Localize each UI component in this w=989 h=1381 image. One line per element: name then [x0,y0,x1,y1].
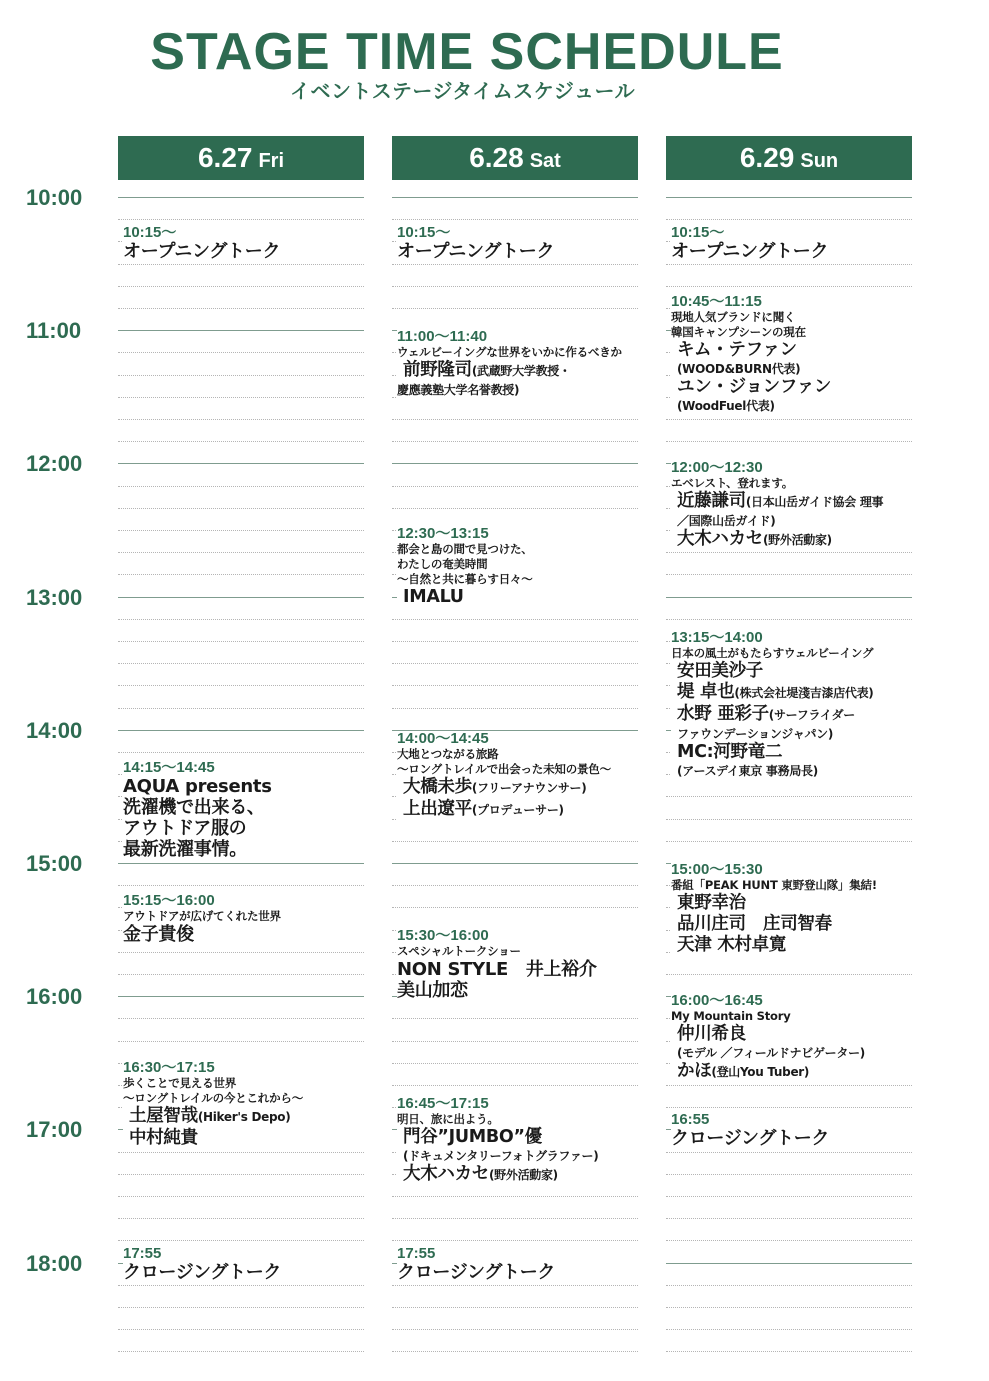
row-divider [666,419,912,420]
hour-line [666,197,912,198]
speaker-name: 大橋未歩 [403,777,472,797]
row-divider [118,1196,364,1197]
speaker-affiliation: (日本山岳ガイド協会 理事 [745,495,884,509]
speaker-note: (WOOD&BURN代表) [677,362,801,376]
row-divider [392,685,638,686]
event-time: 12:00〜12:30 [671,459,763,476]
speaker-name: 堤 卓也 [677,682,735,702]
speaker-affiliation: (サーフライダー [768,708,855,722]
row-divider [392,508,638,509]
row-divider [118,552,364,553]
event-time: 16:00〜16:45 [671,992,763,1009]
row-divider [118,1218,364,1219]
row-divider [118,352,364,353]
speaker-name-row [671,704,921,726]
row-divider [118,508,364,509]
hour-label: 16:00 [26,984,83,1010]
row-divider [666,619,912,620]
speaker-affiliation: (Hiker's Depo) [197,1110,291,1124]
row-divider [118,663,364,664]
row-divider [392,885,638,886]
row-divider [392,1240,638,1241]
event-subtitle: 歩くことで見える世界 [123,1076,236,1090]
row-divider [392,1041,638,1042]
day-header-fri [118,136,364,180]
row-divider [118,419,364,420]
speaker-affiliation: (野外活動家) [489,1168,558,1182]
speaker-name-row [671,529,921,551]
hour-line [118,197,364,198]
speaker-name: 天津 木村卓寛 [677,935,786,955]
event-title: 洗濯機で出来る、 [123,797,265,818]
row-divider [118,1174,364,1175]
speaker-name-row [397,1164,647,1186]
event-time: 16:45〜17:15 [397,1095,489,1112]
row-divider [118,1152,364,1153]
hour-line [392,197,638,198]
row-divider [118,1018,364,1019]
speaker-name: キム・テファン [677,340,797,360]
event-subtitle: 明日、旅に出よう。 [397,1112,499,1126]
speaker-affiliation: (フリーアナウンサー) [471,781,587,795]
row-divider [392,1196,638,1197]
row-divider [392,1307,638,1308]
speaker-name-row [397,587,647,608]
row-divider [666,974,912,975]
event-time: 15:00〜15:30 [671,861,763,878]
speaker-name: 土屋智哉 [129,1106,198,1126]
event-time: 13:15〜14:00 [671,629,763,646]
row-divider [392,1329,638,1330]
event-subtitle: My Mountain Story [671,1009,791,1023]
row-divider [392,219,638,220]
event-subtitle: 日本の風土がもたらすウェルビーイング [671,646,874,660]
event-subtitle: エベレスト、登れます。 [671,476,793,490]
speaker-name: 東野幸治 [677,893,746,913]
speaker-note: ファウンデーションジャパン) [677,727,834,741]
speaker-name-row [671,1061,921,1083]
event-subtitle: アウトドアが広げてくれた世界 [123,909,281,923]
schedule-event [123,225,373,262]
speaker-name: 品川庄司 庄司智春 [677,914,832,934]
row-divider [392,641,638,642]
event-title: オープニングトーク [123,241,281,262]
event-title: アウトドア服の [123,818,247,839]
day-weekday: Sat [529,150,561,172]
day-date: 6.29 [739,142,795,173]
event-title: 最新洗濯事情。 [123,839,247,860]
schedule-event [671,630,921,779]
day-weekday: Sun [800,150,839,172]
row-divider [118,264,364,265]
schedule-event [123,1060,373,1149]
event-title: オープニングトーク [397,241,555,262]
event-subtitle: 〜ロングトレイルで出会った未知の景色〜 [397,762,611,776]
schedule-event [671,862,921,956]
row-divider [392,1351,638,1352]
event-subtitle: わたしの奄美時間 [397,557,488,571]
row-divider [392,264,638,265]
row-divider [118,752,364,753]
row-divider [392,1085,638,1086]
event-subtitle: 現地人気ブランドに聞く [671,310,796,324]
event-time: 10:15〜 [671,224,725,241]
event-time: 10:15〜 [397,224,451,241]
row-divider [118,885,364,886]
row-divider [392,1285,638,1286]
event-subtitle: 番組「PEAK HUNT 東野登山隊」集結! [671,878,877,892]
day-date: 6.27 [197,142,253,173]
speaker-affiliation: (登山You Tuber) [711,1065,810,1079]
row-divider [392,841,638,842]
row-divider [666,264,912,265]
event-title: AQUA presents [123,776,272,797]
event-title: 金子貴俊 [123,924,194,945]
row-divider [666,1107,912,1108]
event-subtitle: スペシャルトークショー [397,944,521,958]
speaker-name: MC:河野竜二 [677,742,783,762]
hour-line [118,863,364,864]
row-divider [118,619,364,620]
event-title: NON STYLE 井上裕介 [397,959,597,980]
row-divider [666,1196,912,1197]
row-divider [666,1285,912,1286]
speaker-name-row [671,661,921,682]
event-time: 17:55 [123,1245,162,1262]
hour-label: 18:00 [26,1250,83,1276]
event-time: 12:30〜13:15 [397,525,489,542]
event-subtitle: ウェルビーイングな世界をいかに作るべきか [397,345,622,359]
event-time: 14:15〜14:45 [123,759,215,776]
speaker-name-row [671,914,921,935]
row-divider [118,685,364,686]
hour-line [118,330,364,331]
speaker-name: 門谷”JUMBO”優 [403,1127,542,1147]
row-divider [666,1174,912,1175]
event-time: 16:55 [671,1111,710,1128]
row-divider [118,219,364,220]
speaker-name: 上出遼平 [403,799,472,819]
speaker-name: 前野隆司 [403,360,472,380]
speaker-name: 中村純貴 [129,1128,198,1148]
schedule-event [123,760,373,860]
page-subtitle: イベントステージタイムスケジュール [290,79,636,103]
hour-line [392,863,638,864]
event-time: 17:55 [397,1245,436,1262]
event-time: 15:30〜16:00 [397,927,489,944]
hour-line [118,996,364,997]
row-divider [392,419,638,420]
row-divider [392,907,638,908]
row-divider [666,1307,912,1308]
row-divider [392,663,638,664]
speaker-note: (WoodFuel代表) [677,399,775,413]
row-divider [118,1307,364,1308]
speaker-name: IMALU [403,587,464,607]
schedule-event [671,225,921,262]
event-title: クロージングトーク [123,1262,282,1283]
row-divider [118,397,364,398]
event-time: 10:45〜11:15 [671,293,762,310]
row-divider [666,796,912,797]
row-divider [118,1351,364,1352]
page-title: STAGE TIME SCHEDULE [150,23,784,81]
event-title: クロージングトーク [397,1262,556,1283]
hour-line [666,1263,912,1264]
schedule-event [123,1246,373,1283]
row-divider [666,1152,912,1153]
speaker-name-row [397,360,647,382]
row-divider [392,486,638,487]
hour-line [392,463,638,464]
row-divider [666,1218,912,1219]
event-title: クロージングトーク [671,1128,830,1149]
row-divider [666,841,912,842]
hour-line [118,463,364,464]
schedule-event [123,893,373,945]
row-divider [118,641,364,642]
event-time: 15:15〜16:00 [123,892,215,909]
hour-label: 10:00 [26,185,83,210]
hour-label: 11:00 [26,318,82,344]
row-divider [666,286,912,287]
speaker-note: ／国際山岳ガイド) [677,514,776,528]
row-divider [118,441,364,442]
row-divider [666,1085,912,1086]
row-divider [118,952,364,953]
event-subtitle: 韓国キャンプシーンの現在 [671,325,806,339]
row-divider [666,574,912,575]
hour-label: 14:00 [26,717,83,743]
schedule-event [671,294,921,414]
row-divider [118,530,364,531]
row-divider [666,441,912,442]
schedule-event [671,993,921,1083]
speaker-name-row [671,1024,921,1045]
speaker-name-row [671,491,921,513]
speaker-name-row [671,742,921,763]
schedule-event [671,460,921,551]
speaker-affiliation: (プロデューサー) [471,803,564,817]
schedule-event [397,526,647,608]
row-divider [392,1018,638,1019]
speaker-note: (アースデイ東京 事務局長) [677,764,818,778]
event-subtitle: 大地とつながる旅路 [397,747,499,761]
day-date: 6.28 [469,142,524,173]
event-time: 14:00〜14:45 [397,730,489,747]
speaker-name-row [671,893,921,914]
row-divider [118,308,364,309]
row-divider [118,1285,364,1286]
hour-label: 15:00 [26,851,83,876]
speaker-name-row [671,935,921,956]
row-divider [666,219,912,220]
speaker-name: 水野 亜彩子 [677,704,769,724]
hour-label: 17:00 [26,1117,83,1143]
event-title: オープニングトーク [671,241,829,262]
row-divider [392,1063,638,1064]
speaker-name-row [397,1127,647,1148]
row-divider [118,974,364,975]
speaker-note: (ドキュメンタリーフォトグラファー) [403,1149,599,1163]
schedule-event [397,928,647,1001]
row-divider [118,708,364,709]
row-divider [392,1218,638,1219]
row-divider [118,486,364,487]
hour-line [118,597,364,598]
event-subtitle: 〜ロングトレイルの今とこれから〜 [123,1091,303,1105]
event-time: 16:30〜17:15 [123,1059,215,1076]
schedule-event [397,329,647,398]
event-time: 10:15〜 [123,224,177,241]
speaker-name: かほ [677,1061,712,1081]
schedule-event [671,1112,921,1149]
speaker-affiliation: (株式会社堤淺吉漆店代表) [734,686,874,700]
row-divider [118,1329,364,1330]
speaker-note: (モデル ／フィールドナビゲーター) [677,1046,865,1060]
speaker-name-row [397,799,647,821]
speaker-name: 安田美沙子 [677,661,763,681]
speaker-name: 近藤謙司 [677,491,746,511]
row-divider [666,819,912,820]
row-divider [392,308,638,309]
schedule-event [397,1246,647,1283]
hour-line [118,730,364,731]
event-subtitle: 〜自然と共に暮らす日々〜 [397,572,533,586]
speaker-name-row [671,682,921,704]
speaker-name-row [123,1128,373,1149]
speaker-name: 大木ハカセ [403,1164,489,1184]
row-divider [666,552,912,553]
hour-label: 12:00 [26,451,83,477]
speaker-name: ユン・ジョンファン [677,377,832,397]
day-header-sun [666,136,912,180]
row-divider [118,286,364,287]
speaker-name-row [123,1106,373,1128]
speaker-affiliation: (武蔵野大学教授・ [471,364,571,378]
speaker-affiliation: (野外活動家) [763,533,832,547]
speaker-name: 仲川希良 [677,1024,746,1044]
speaker-name: 大木ハカセ [677,529,763,549]
row-divider [392,441,638,442]
row-divider [392,708,638,709]
speaker-note: 慶應義塾大学名誉教授) [397,383,520,397]
event-time: 11:00〜11:40 [397,328,488,345]
event-title: 美山加恋 [397,980,468,1001]
schedule-event [397,731,647,821]
schedule-event [397,1096,647,1186]
row-divider [118,574,364,575]
schedule-event [397,225,647,262]
hour-line [666,597,912,598]
row-divider [118,375,364,376]
row-divider [118,1041,364,1042]
row-divider [666,1240,912,1241]
row-divider [118,1240,364,1241]
row-divider [666,1351,912,1352]
row-divider [392,619,638,620]
day-weekday: Fri [258,150,285,172]
row-divider [666,1329,912,1330]
speaker-name-row [397,777,647,799]
hour-label: 13:00 [26,584,83,610]
event-subtitle: 都会と島の間で見つけた、 [397,542,533,556]
row-divider [392,286,638,287]
day-header-sat [392,136,638,180]
